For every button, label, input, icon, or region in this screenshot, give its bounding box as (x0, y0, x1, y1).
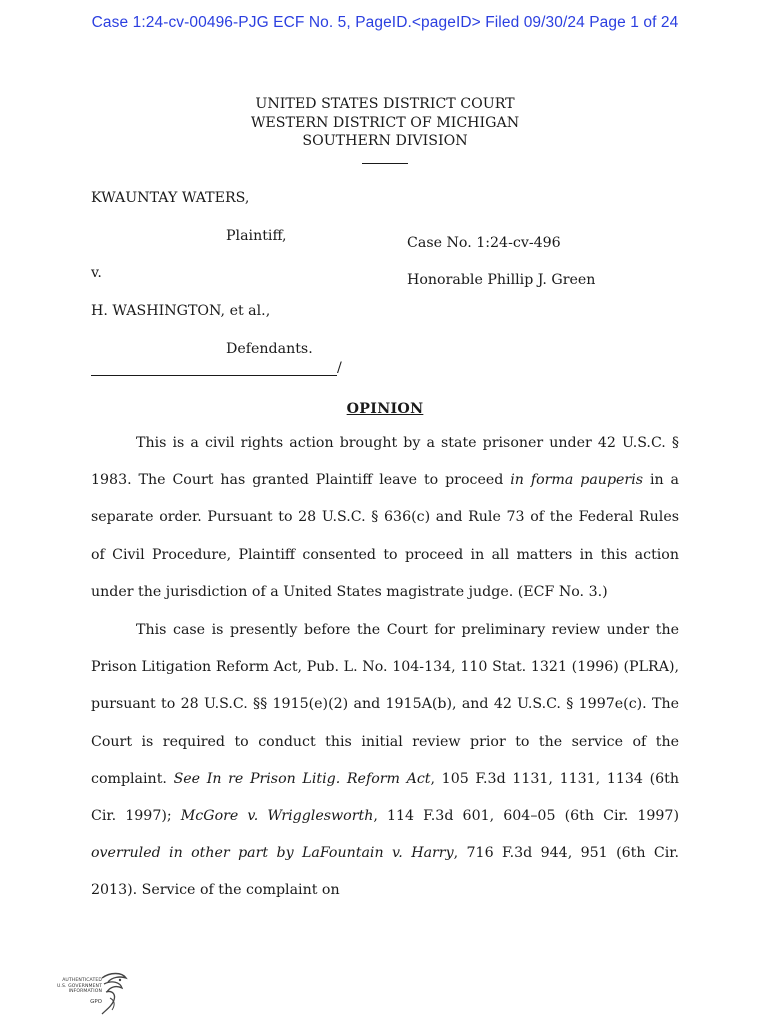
eagle-icon (98, 970, 128, 1016)
seal-line-1: AUTHENTICATED (62, 978, 102, 983)
versus: v. (91, 265, 102, 281)
paragraph-2-text-b: , 105 F.3d 1131, 1131, 1134 (6th Cir. 1997); (91, 770, 679, 825)
paragraph-2-italic-a: See In re Prison Litig. Reform Act (173, 770, 431, 787)
ecf-header-stamp: Case 1:24-cv-00496-PJG ECF No. 5, PageID.<pageID> Filed 09/30/24 Page 1 of 24 (91, 14, 679, 31)
seal-gpo: GPO (90, 999, 102, 1005)
court-district: WESTERN DISTRICT OF MICHIGAN (250, 114, 520, 131)
paragraph-1-italic-a: in forma pauperis (510, 472, 644, 489)
opinion-heading: OPINION (346, 401, 424, 417)
plaintiff-name: KWAUNTAY WATERS, (91, 190, 250, 206)
court-division: SOUTHERN DIVISION (302, 133, 468, 149)
plaintiff-role: Plaintiff, (226, 228, 287, 244)
paragraph-2-text-a: This case is presently before the Court for preliminary review under the Prison Litigation Reform Act, Pub. L. No. 104-134, 110 Stat. 1321 (1996) (PLRA), pursuant to 28 U.S.C. §§ 1915(e)(2) and 1915A(b), and 42 U.S.C. § 1997e(c). The Court is required to conduct this initial review prior to the service of the complaint. (91, 622, 679, 787)
paragraph-2-italic-b: McGore v. Wrigglesworth (180, 808, 374, 825)
caption-underline (91, 361, 337, 376)
paragraph-2-text-d: , 716 F.3d 944, 951 (6th Cir. 2013). Service of the complaint on (91, 845, 679, 899)
case-number: Case No. 1:24-cv-496 (407, 235, 561, 251)
paragraph-1-text-a: This is a civil rights action brought by a state prisoner under 42 U.S.C. § 1983. The Court has granted Plaintiff leave to proceed (91, 435, 679, 489)
paragraph-2-italic-c: overruled in other part by LaFountain v. Harry (91, 845, 454, 862)
court-name: UNITED STATES DISTRICT COURT (255, 96, 515, 112)
seal-line-2: U.S. GOVERNMENT (56, 983, 102, 989)
paragraph-1-text-b: in a separate order. Pursuant to 28 U.S.C. § 636(c) and Rule 73 of the Federal Rules of Civil Procedure, Plaintiff consented to proceed in all matters in this action under the jurisdiction of a United States magistrate judge. (ECF No. 3.) (91, 472, 680, 600)
gpo-authentication-seal (44, 970, 132, 1018)
defendant-role: Defendants. (226, 341, 313, 357)
paragraph-2-text-c: , 114 F.3d 601, 604–05 (6th Cir. 1997) (373, 808, 679, 825)
judge-name: Honorable Phillip J. Green (407, 272, 596, 288)
paragraph-2 (91, 612, 679, 910)
heading-rule (362, 151, 408, 164)
paragraph-1 (91, 425, 679, 611)
seal-line-3: INFORMATION (68, 989, 102, 995)
court-heading (0, 95, 770, 164)
caption-closing-line (91, 360, 342, 376)
caption-slash: / (337, 360, 342, 376)
defendant-name: H. WASHINGTON, et al., (91, 303, 271, 319)
seal-text (44, 978, 102, 995)
